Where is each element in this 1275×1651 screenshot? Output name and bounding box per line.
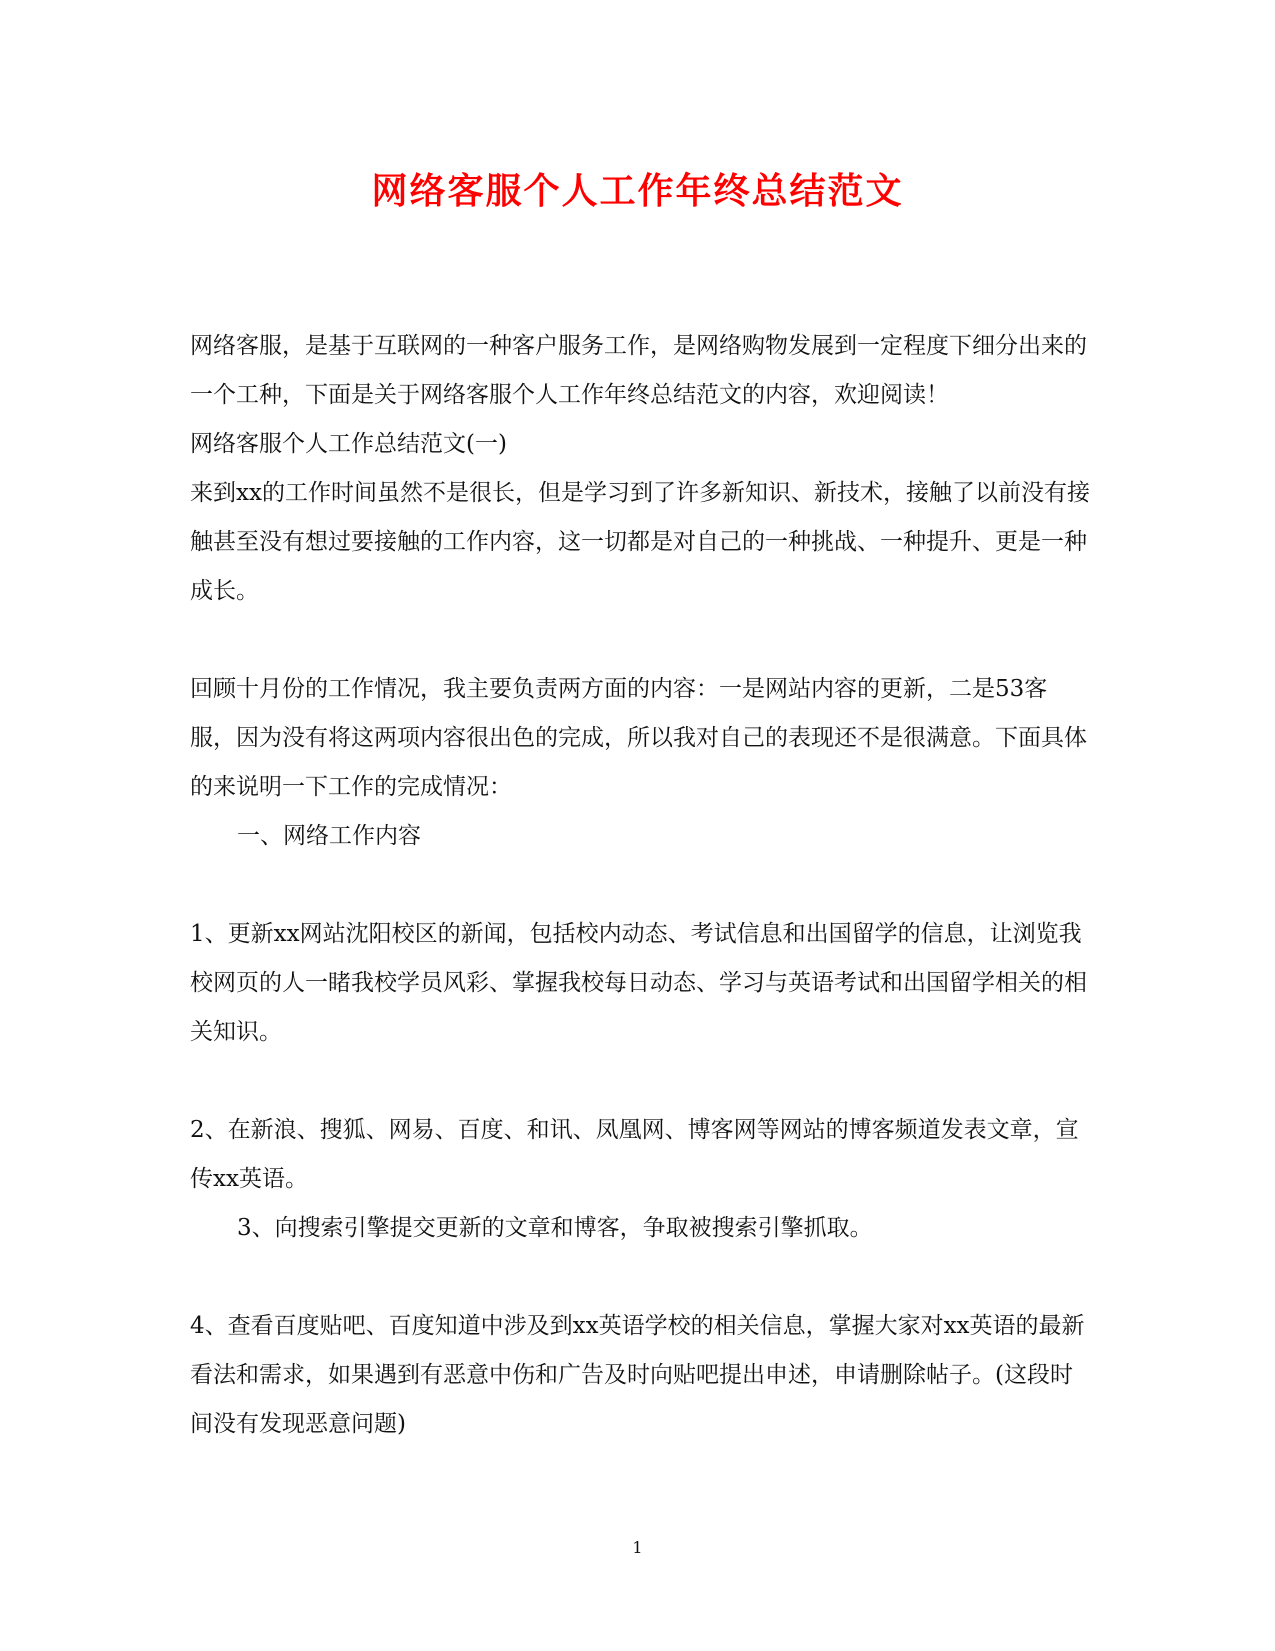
paragraph-gap bbox=[190, 1057, 1090, 1106]
section-heading: 网络客服个人工作总结范文(一) bbox=[190, 431, 507, 457]
paragraph-gap bbox=[190, 1253, 1090, 1302]
document-title: 网络客服个人工作年终总结范文 bbox=[371, 170, 904, 212]
intro-paragraph: 网络客服，是基于互联网的一种客户服务工作，是网络购物发展到一定程度下细分出来的一个工种，下面是关于网络客服个人工作年终总结范文的内容，欢迎阅读！ bbox=[190, 333, 1087, 408]
list-item: 3、向搜索引擎提交更新的文章和博客，争取被搜索引擎抓取。 bbox=[237, 1215, 873, 1241]
body-paragraph: 回顾十月份的工作情况，我主要负责两方面的内容：一是网站内容的更新，二是53客服，因为没有将这两项内容很出色的完成，所以我对自己的表现还不是很满意。下面具体的来说明一下工作的完成情况： bbox=[190, 676, 1087, 800]
list-item: 4、查看百度贴吧、百度知道中涉及到xx英语学校的相关信息，掌握大家对xx英语的最新看法和需求，如果遇到有恶意中伤和广告及时向贴吧提出申述，申请删除帖子。(这段时间没有发现恶意问题) bbox=[190, 1313, 1085, 1437]
paragraph-gap bbox=[190, 616, 1090, 665]
list-item: 1、更新xx网站沈阳校区的新闻，包括校内动态、考试信息和出国留学的信息，让浏览我校网页的人一睹我校学员风彩、掌握我校每日动态、学习与英语考试和出国留学相关的相关知识。 bbox=[190, 921, 1087, 1045]
list-item: 2、在新浪、搜狐、网易、百度、和讯、凤凰网、博客网等网站的博客频道发表文章，宣传xx英语。 bbox=[190, 1117, 1079, 1192]
body-paragraph: 来到xx的工作时间虽然不是很长，但是学习到了许多新知识、新技术，接触了以前没有接触甚至没有想过要接触的工作内容，这一切都是对自己的一种挑战、一种提升、更是一种成长。 bbox=[190, 480, 1090, 604]
paragraph-gap bbox=[190, 861, 1090, 910]
subsection-heading: 一、网络工作内容 bbox=[237, 823, 421, 849]
page-number: 1 bbox=[632, 1538, 643, 1557]
document-body bbox=[190, 322, 1090, 1449]
